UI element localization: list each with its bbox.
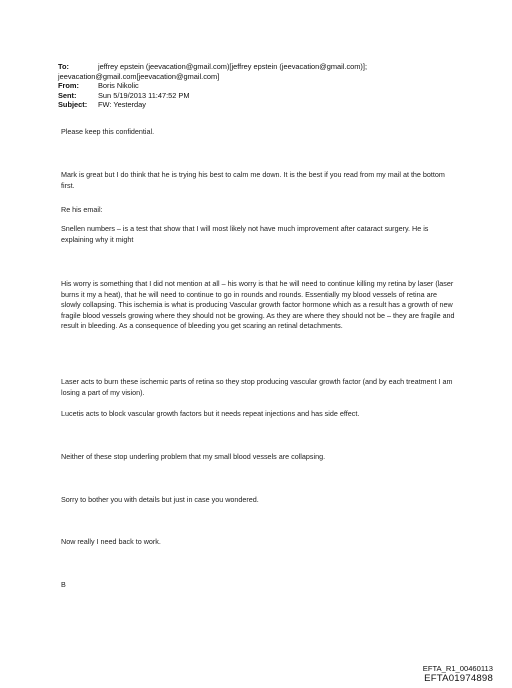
paragraph-re-email: Re his email: — [61, 205, 103, 214]
subject-value: FW: Yesterday — [98, 100, 146, 110]
sent-value: Sun 5/19/2013 11:47:52 PM — [98, 90, 190, 100]
to-label: To: — [58, 62, 69, 71]
signature: B — [61, 580, 66, 589]
paragraph-worry: His worry is something that I did not mention at all – his worry is that he will need to continue killing my retina by laser (laser burns it my a heat), that he will need to continue to go in rounds and rounds. Essentially my blood vessels of retina are slowly collapsing. This ischemia is what is producing Vascular growth factor hormone which as a result has a growth of new fragile blood vessels growing where they should not be growing. As they are where they should not be – they are fragile and result in bleeding. As a consequence of bleeding you get scaring an retinal detachments. — [61, 279, 455, 331]
to-value: jeffrey epstein (jeevacation@gmail.com)[jeffrey epstein (jeevacation@gmail.com)]; — [98, 62, 368, 71]
paragraph-sorry: Sorry to bother you with details but just in case you wondered. — [61, 495, 259, 504]
subject-row — [58, 100, 448, 110]
sent-label: Sent: — [58, 90, 77, 100]
subject-label: Subject: — [58, 100, 88, 110]
document-reference-1: EFTA_R1_00460113 — [422, 664, 493, 673]
sent-row — [58, 91, 448, 101]
paragraph-confidential: Please keep this confidential. — [61, 127, 155, 136]
email-header — [58, 62, 448, 110]
paragraph-lucetis: Lucetis acts to block vascular growth factors but it needs repeat injections and has side effect. — [61, 409, 360, 418]
to-value-continued: jeevacation@gmail.com[jeevacation@gmail.com] — [58, 71, 220, 81]
paragraph-snellen: Snellen numbers – is a test that show that I will most likely not have much improvement after cataract surgery. He is explaining why it might — [61, 224, 429, 244]
from-label: From: — [58, 81, 79, 91]
to-row — [58, 62, 448, 72]
paragraph-neither: Neither of these stop underling problem that my small blood vessels are collapsing. — [61, 452, 326, 461]
from-value: Boris Nikolic — [98, 81, 139, 91]
paragraph-back-to-work: Now really I need back to work. — [61, 537, 161, 546]
paragraph-mark: Mark is great but I do think that he is trying his best to calm me down. It is the best if you read from my mail at the bottom first. — [61, 170, 445, 190]
paragraph-laser: Laser acts to burn these ischemic parts of retina so they stop producing vascular growth factor (and by each treatment I am losing a part of my vision). — [61, 377, 453, 397]
from-row — [58, 81, 448, 91]
document-reference-2: EFTA01974898 — [424, 673, 493, 684]
